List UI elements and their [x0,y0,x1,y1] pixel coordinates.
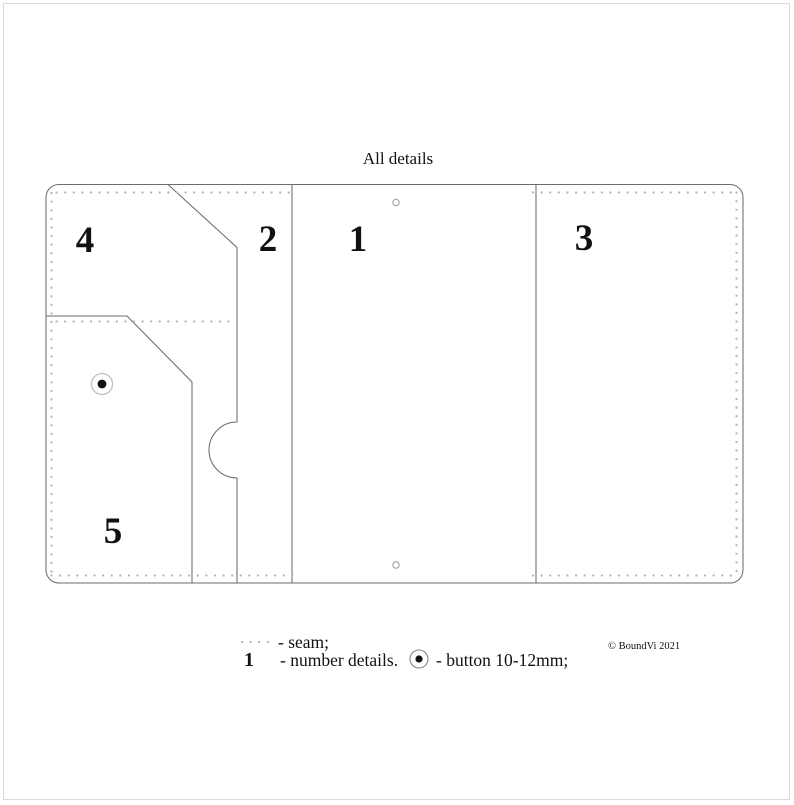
pattern-outline [46,185,743,584]
page-title: All details [362,149,434,168]
hole-marker-bottom-icon [393,562,399,568]
copyright-text: © BoundVi 2021 [608,641,681,652]
piece-label-3: 3 [574,218,594,259]
piece-label-1: 1 [348,219,368,260]
page-frame [4,4,790,800]
piece-label-2: 2 [258,219,278,260]
legend [242,632,568,671]
hole-marker-top-icon [393,199,399,205]
button-mark-icon [92,374,113,395]
legend-button-center-dot [415,655,422,662]
legend-number-symbol: 1 [244,649,254,671]
piece-label-4: 4 [75,220,95,261]
piece-label-5: 5 [103,511,123,552]
legend-seam-label: - seam; [278,632,330,652]
legend-button-label: - button 10-12mm; [436,650,569,670]
button-center-dot [98,380,107,389]
legend-button-icon [410,650,428,668]
legend-number-label: - number details. [280,650,399,670]
piece2-edge-line [168,185,237,584]
